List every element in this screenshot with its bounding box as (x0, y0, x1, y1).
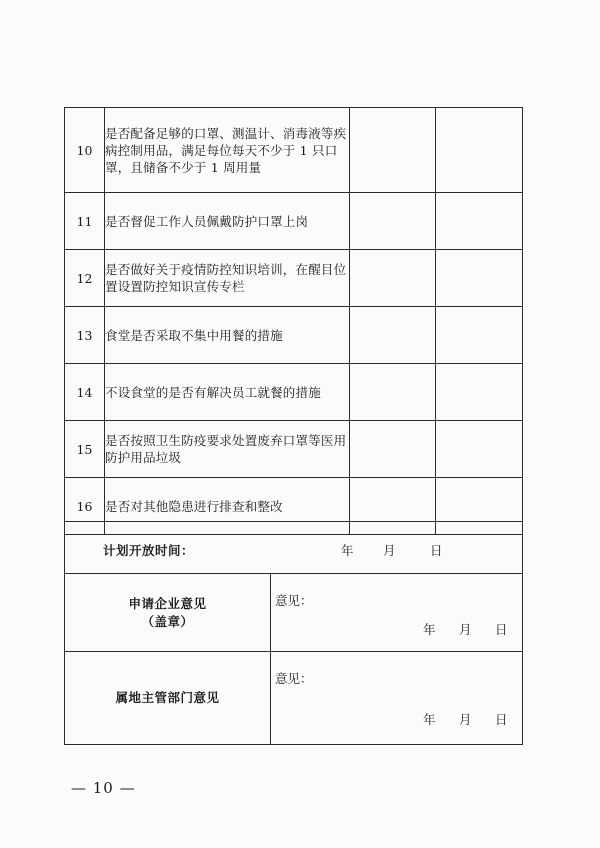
row-number: 14 (65, 364, 105, 421)
authority-label-cell (65, 652, 271, 745)
check-item-text: 是否配备足够的口罩、测温计、消毒液等疾病控制用品，满足每位每天不少于 1 只口罩，且储备不少于 1 周用量 (105, 108, 350, 193)
table-row (65, 193, 523, 250)
check-item-text: 食堂是否采取不集中用餐的措施 (105, 307, 350, 364)
check-item-text: 是否督促工作人员佩戴防护口罩上岗 (105, 193, 350, 250)
applicant-opinion-row (65, 574, 523, 652)
applicant-opinion-field[interactable] (271, 574, 523, 652)
applicant-label-line2: （盖章） (141, 614, 194, 629)
check-cell-a (350, 364, 436, 421)
page-number: — 10 — (71, 779, 136, 797)
authority-month-label: 月 (459, 712, 472, 727)
row-number: 16 (65, 478, 105, 535)
planned-month-label: 月 (383, 543, 396, 558)
check-cell-a (350, 307, 436, 364)
planned-day-label: 日 (430, 543, 443, 558)
check-cell-a (350, 193, 436, 250)
authority-opinion-row (65, 652, 523, 745)
check-cell-b (436, 307, 523, 364)
authority-opinion-label: 意见： (275, 671, 313, 686)
row-number: 13 (65, 307, 105, 364)
checklist-table (64, 107, 523, 535)
planned-opening-row (65, 522, 523, 574)
row-number: 11 (65, 193, 105, 250)
check-cell-a (350, 250, 436, 307)
check-cell-b (436, 108, 523, 193)
check-item-text: 不设食堂的是否有解决员工就餐的措施 (105, 364, 350, 421)
check-cell-a (350, 421, 436, 478)
applicant-label (65, 595, 270, 631)
check-cell-b (436, 421, 523, 478)
check-cell-a (350, 108, 436, 193)
applicant-month-label: 月 (459, 622, 472, 637)
applicant-label-cell (65, 574, 271, 652)
planned-opening-label: 计划开放时间： (103, 543, 195, 558)
check-cell-b (436, 250, 523, 307)
check-cell-b (436, 193, 523, 250)
planned-year-label: 年 (341, 543, 354, 558)
row-number: 12 (65, 250, 105, 307)
table-row (65, 250, 523, 307)
applicant-day-label: 日 (495, 622, 508, 637)
authority-day-label: 日 (495, 712, 508, 727)
row-number: 10 (65, 108, 105, 193)
table-row (65, 421, 523, 478)
applicant-year-label: 年 (423, 622, 436, 637)
authority-opinion-field[interactable] (271, 652, 523, 745)
approval-table (64, 521, 523, 745)
authority-year-label: 年 (423, 712, 436, 727)
table-row (65, 364, 523, 421)
check-item-text: 是否按照卫生防疫要求处置废弃口罩等医用防护用品垃圾 (105, 421, 350, 478)
table-row (65, 108, 523, 193)
applicant-opinion-label: 意见： (275, 593, 313, 608)
authority-label: 属地主管部门意见 (115, 690, 220, 705)
check-item-text: 是否做好关于疫情防控知识培训，在醒目位置设置防控知识宣传专栏 (105, 250, 350, 307)
planned-opening-cell (65, 522, 523, 574)
applicant-label-line1: 申请企业意见 (128, 596, 207, 611)
row-number: 15 (65, 421, 105, 478)
check-cell-b (436, 364, 523, 421)
table-row (65, 307, 523, 364)
check-item-text: 是否对其他隐患进行排查和整改 (105, 478, 350, 535)
